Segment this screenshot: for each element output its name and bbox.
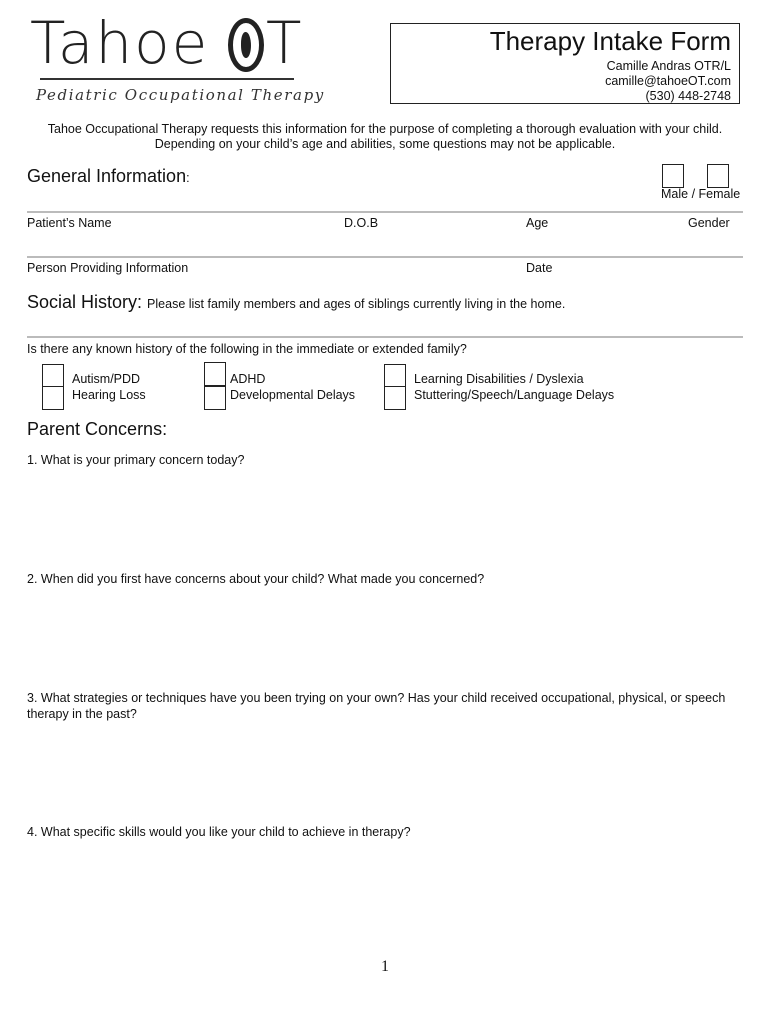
autism-label: Autism/PDD [72, 372, 141, 386]
question-1: 1. What is your primary concern today? [27, 453, 245, 467]
date-label: Date [526, 261, 553, 275]
social-history-instruction: Please list family members and ages of siblings currently living in the home. [147, 297, 566, 311]
patient-name-label: Patient’s Name [27, 216, 112, 230]
gender-label: Gender [688, 216, 730, 230]
logo-tagline: Pediatric Occupational Therapy [36, 86, 325, 104]
logo-wordmark: Tahoe [30, 9, 210, 77]
intro-text [20, 122, 750, 152]
question-4: 4. What specific skills would you like your child to achieve in therapy? [27, 825, 411, 839]
contact-name: Camille Andras OTR/L [606, 59, 731, 73]
logo-divider [40, 78, 294, 80]
family-history-question: Is there any known history of the following in the immediate or extended family? [27, 342, 467, 356]
divider [27, 256, 743, 258]
stuttering-checkbox[interactable] [384, 386, 406, 410]
general-info-heading [27, 166, 190, 187]
stuttering-label: Stuttering/Speech/Language Delays [414, 388, 615, 402]
social-history-heading [27, 292, 565, 313]
dob-label: D.O.B [344, 216, 379, 230]
developmental-delays-checkbox[interactable] [204, 386, 226, 410]
contact-phone: (530) 448-2748 [645, 89, 731, 103]
hearing-loss-checkbox[interactable] [42, 386, 64, 410]
question-2: 2. When did you first have concerns about your child? What made you concerned? [27, 572, 485, 586]
learning-disabilities-label: Learning Disabilities / Dyslexia [414, 372, 584, 386]
divider [27, 336, 743, 338]
hearing-loss-label: Hearing Loss [72, 388, 146, 402]
contact-email: camille@tahoeOT.com [605, 74, 731, 88]
adhd-checkbox[interactable] [204, 362, 226, 386]
question-3-line-2: therapy in the past? [27, 707, 137, 721]
male-checkbox[interactable] [662, 164, 684, 188]
intro-line-2: Depending on your child’s age and abilities, some questions may not be applicable. [154, 137, 616, 151]
logo-letter-t: T [266, 9, 302, 77]
person-providing-label: Person Providing Information [27, 261, 189, 275]
general-info-colon: : [186, 171, 190, 185]
adhd-label: ADHD [230, 372, 266, 386]
parent-concerns-heading: Parent Concerns: [27, 419, 168, 439]
female-checkbox[interactable] [707, 164, 729, 188]
title-box [390, 23, 740, 104]
learning-disabilities-checkbox[interactable] [384, 364, 406, 388]
developmental-delays-label: Developmental Delays [230, 388, 356, 402]
page-number: 1 [381, 958, 389, 975]
intro-line-1: Tahoe Occupational Therapy requests this information for the purpose of completing a thorough evaluation with your child. [47, 122, 723, 136]
form-title: Therapy Intake Form [489, 26, 731, 56]
question-3-line-1: 3. What strategies or techniques have you been trying on your own? Has your child received occupational, physical, or speech [27, 691, 726, 705]
lake-tahoe-logo-icon [228, 18, 264, 72]
general-info-heading-text: General Information [27, 166, 187, 186]
age-label: Age [526, 216, 549, 230]
divider [27, 211, 743, 213]
social-history-heading-text: Social History: [27, 292, 143, 312]
autism-checkbox[interactable] [42, 364, 64, 388]
gender-options-label: Male / Female [661, 187, 741, 201]
